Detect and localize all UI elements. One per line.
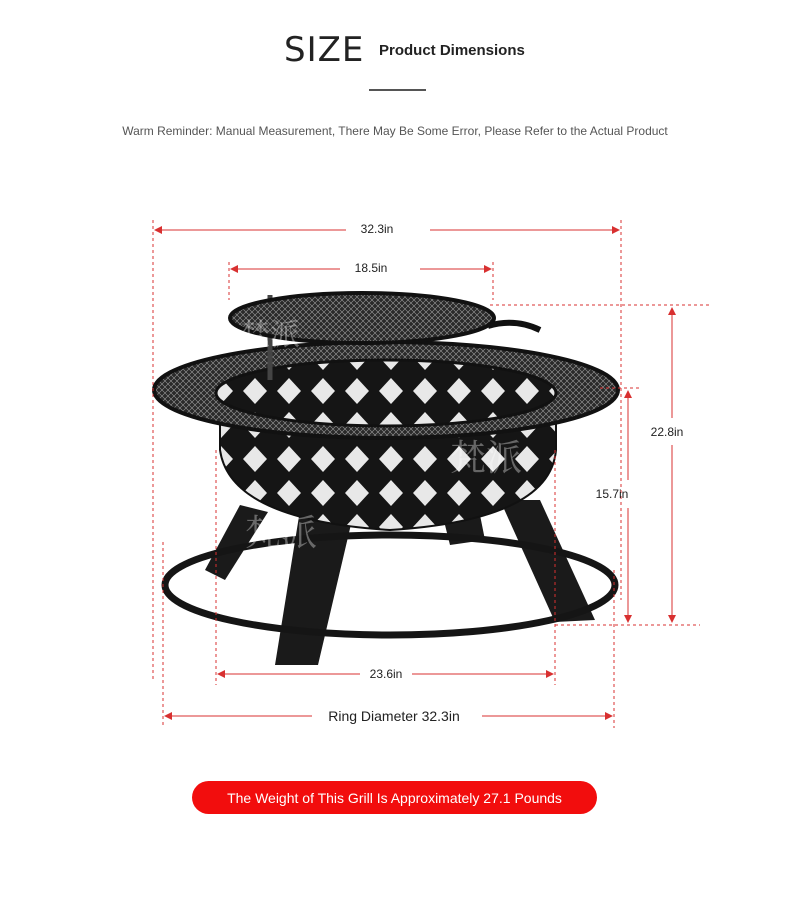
label-bowl-width: 23.6in — [369, 667, 403, 681]
watermark-middle: 梵派 — [450, 438, 523, 479]
page-title: SIZE — [284, 30, 365, 70]
fire-pit-image — [154, 293, 618, 665]
label-bowl-height: 15.7in — [595, 487, 629, 501]
weight-banner-text: The Weight of This Grill Is Approximately 27.1 Pounds — [227, 789, 562, 806]
weight-banner — [192, 781, 597, 814]
page-subtitle: Product Dimensions — [379, 42, 525, 59]
watermark-bottom: 梵派 — [245, 513, 318, 554]
label-grill-width: 18.5in — [354, 261, 388, 275]
label-total-height: 22.8in — [650, 425, 684, 439]
watermark-top: 梵派 — [240, 318, 300, 353]
inner-opening — [216, 360, 556, 426]
label-overall-width: 32.3in — [360, 222, 394, 236]
grill-handle — [488, 323, 540, 330]
label-ring-diameter: Ring Diameter 32.3in — [328, 708, 460, 724]
measurement-reminder: Warm Reminder: Manual Measurement, There May Be Some Error, Please Refer to the Actual Product — [122, 124, 668, 138]
